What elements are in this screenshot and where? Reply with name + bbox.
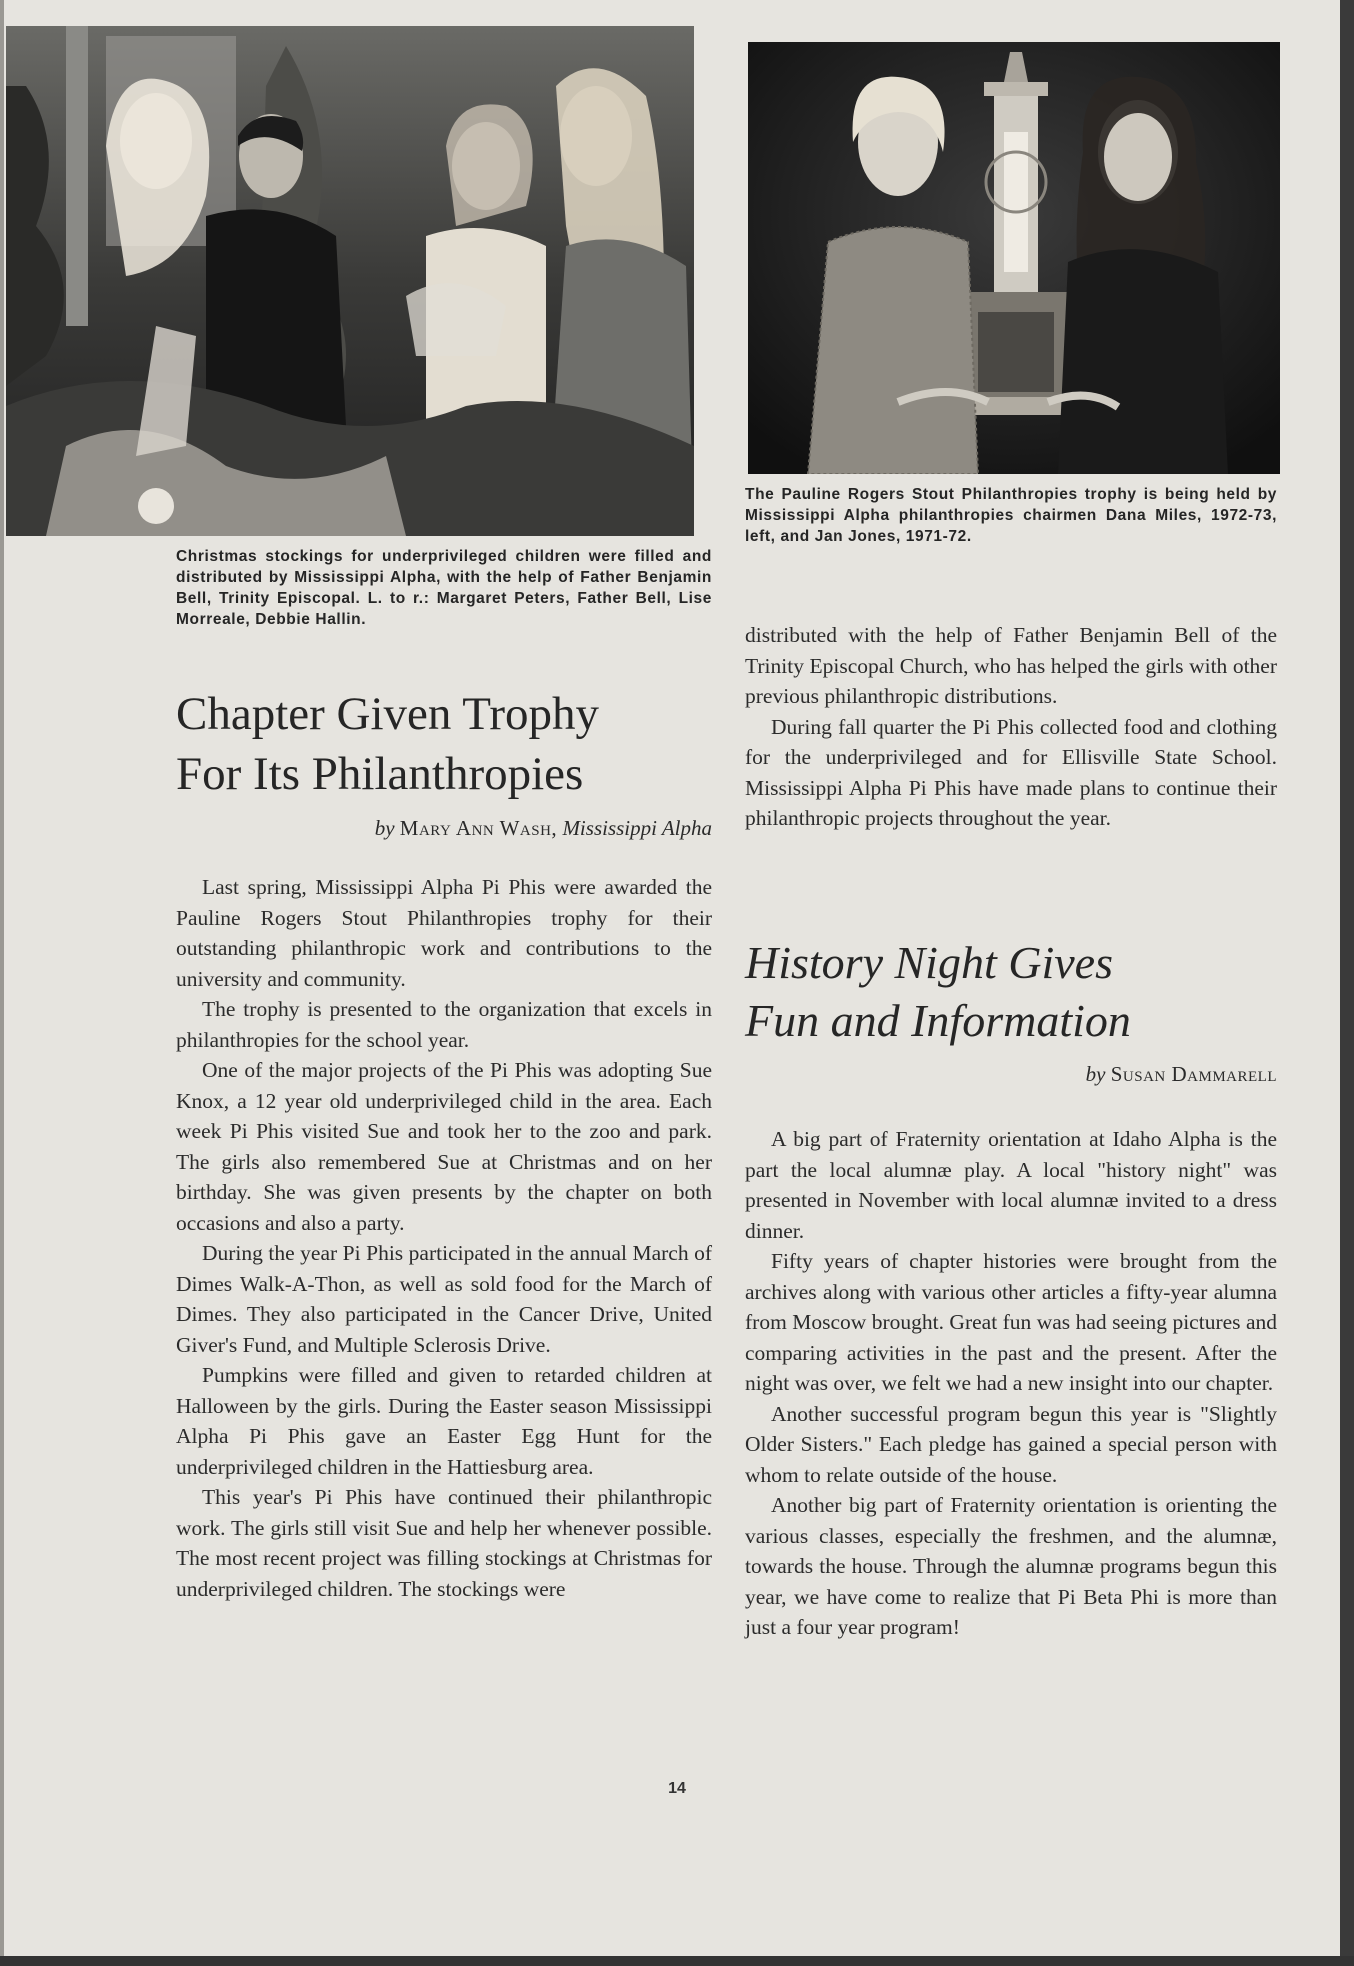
- article1-paragraph: The trophy is presented to the organization that excels in philanthropies for the school year.: [176, 997, 712, 1052]
- page-number: 14: [668, 1780, 686, 1797]
- article2-author: Susan Dammarell: [1110, 1062, 1277, 1086]
- article1-byline: [176, 816, 712, 841]
- article1-by: by: [374, 816, 395, 840]
- article1-continued-paragraph: distributed with the help of Father Benjamin Bell of the Trinity Episcopal Church, who has helped the girls with other previous philanthropic distributions.: [745, 623, 1277, 708]
- article1-continued: [745, 620, 1277, 834]
- scan-edge-right: [1340, 0, 1354, 1966]
- photo-christmas-stockings-image: [6, 26, 694, 536]
- article2-body: [745, 1124, 1277, 1643]
- article1-paragraph: Pumpkins were filled and given to retarded children at Halloween by the girls. During the Easter season Mississippi Alpha Pi Phis gave an Easter Egg Hunt for the underprivileged children in the Hattiesburg area.: [176, 1363, 712, 1479]
- article2-title-line1: History Night Gives: [745, 937, 1113, 988]
- article1-title-line1: Chapter Given Trophy: [176, 688, 599, 740]
- article2-paragraph: A big part of Fraternity orientation at Idaho Alpha is the part the local alumnæ play. A local "history night" was presented in November with local alumnæ invited to a dress dinner.: [745, 1127, 1277, 1243]
- article2-paragraph: Another successful program begun this year is "Slightly Older Sisters." Each pledge has gained a special person with whom to relate outside of the house.: [745, 1401, 1277, 1487]
- photo-christmas-stockings: [6, 26, 694, 536]
- article1-paragraph: During the year Pi Phis participated in the annual March of Dimes Walk-A-Thon, as well as sold food for the March of Dimes. They also participated in the Cancer Drive, United Giver's Fund, and Multiple Sclerosis Drive.: [176, 1241, 712, 1357]
- article1-title: [176, 684, 599, 804]
- article1-school: Mississippi Alpha: [562, 816, 712, 840]
- article2-byline: [745, 1062, 1277, 1087]
- article1-continued-paragraph: During fall quarter the Pi Phis collected food and clothing for the underprivileged and for Ellisville State School. Mississippi Alpha Pi Phis have made plans to continue their philanthropic projects throughout the year.: [745, 714, 1277, 830]
- article1-title-line2: For Its Philanthropies: [176, 748, 584, 800]
- article2-title-line2: Fun and Information: [745, 995, 1131, 1046]
- scan-edge-left: [0, 0, 4, 1966]
- article2-by: by: [1085, 1062, 1106, 1086]
- article1-paragraph: One of the major projects of the Pi Phis was adopting Sue Knox, a 12 year old underprivileged child in the area. Each week Pi Phis visited Sue and took her to the zoo and park. The girls also remembered Sue at Christmas and on her birthday. She was given presents by the chapter on both occasions and also a party.: [176, 1058, 712, 1235]
- caption-christmas-stockings: Christmas stockings for underprivileged children were filled and distributed by Mississippi Alpha, with the help of Father Benjamin Bell, Trinity Episcopal. L. to r.: Margaret Peters, Father Bell, Lise Morreale, Debbie Hallin.: [176, 548, 712, 628]
- article2-title: [745, 934, 1131, 1050]
- photo-trophy: [748, 42, 1280, 474]
- article2-paragraph: Fifty years of chapter histories were brought from the archives along with various other articles a fifty-year alumna from Moscow brought. Great fun was had seeing pictures and comparing activities in the past and the present. After the night was over, we felt we had a new insight into our chapter.: [745, 1249, 1277, 1395]
- scan-edge-bottom: [0, 1956, 1354, 1966]
- photo-trophy-image: [748, 42, 1280, 474]
- article1-author: Mary Ann Wash,: [399, 816, 558, 840]
- caption-trophy: The Pauline Rogers Stout Philanthropies trophy is being held by Mississippi Alpha philanthropies chairmen Dana Miles, 1972-73, left, and Jan Jones, 1971-72.: [745, 486, 1277, 545]
- article1-paragraph: This year's Pi Phis have continued their philanthropic work. The girls still visit Sue and help her whenever possible. The most recent project was filling stockings at Christmas for underprivileged children. The stockings were: [176, 1485, 712, 1601]
- article1-paragraph: Last spring, Mississippi Alpha Pi Phis were awarded the Pauline Rogers Stout Philanthropies trophy for their outstanding philanthropic work and contributions to the university and community.: [176, 875, 712, 991]
- article2-paragraph: Another big part of Fraternity orientation is orienting the various classes, especially the freshmen, and the alumnæ, towards the house. Through the alumnæ programs begun this year, we have come to realize that Pi Beta Phi is more than just a four year program!: [745, 1493, 1277, 1639]
- article1-body: [176, 872, 712, 1604]
